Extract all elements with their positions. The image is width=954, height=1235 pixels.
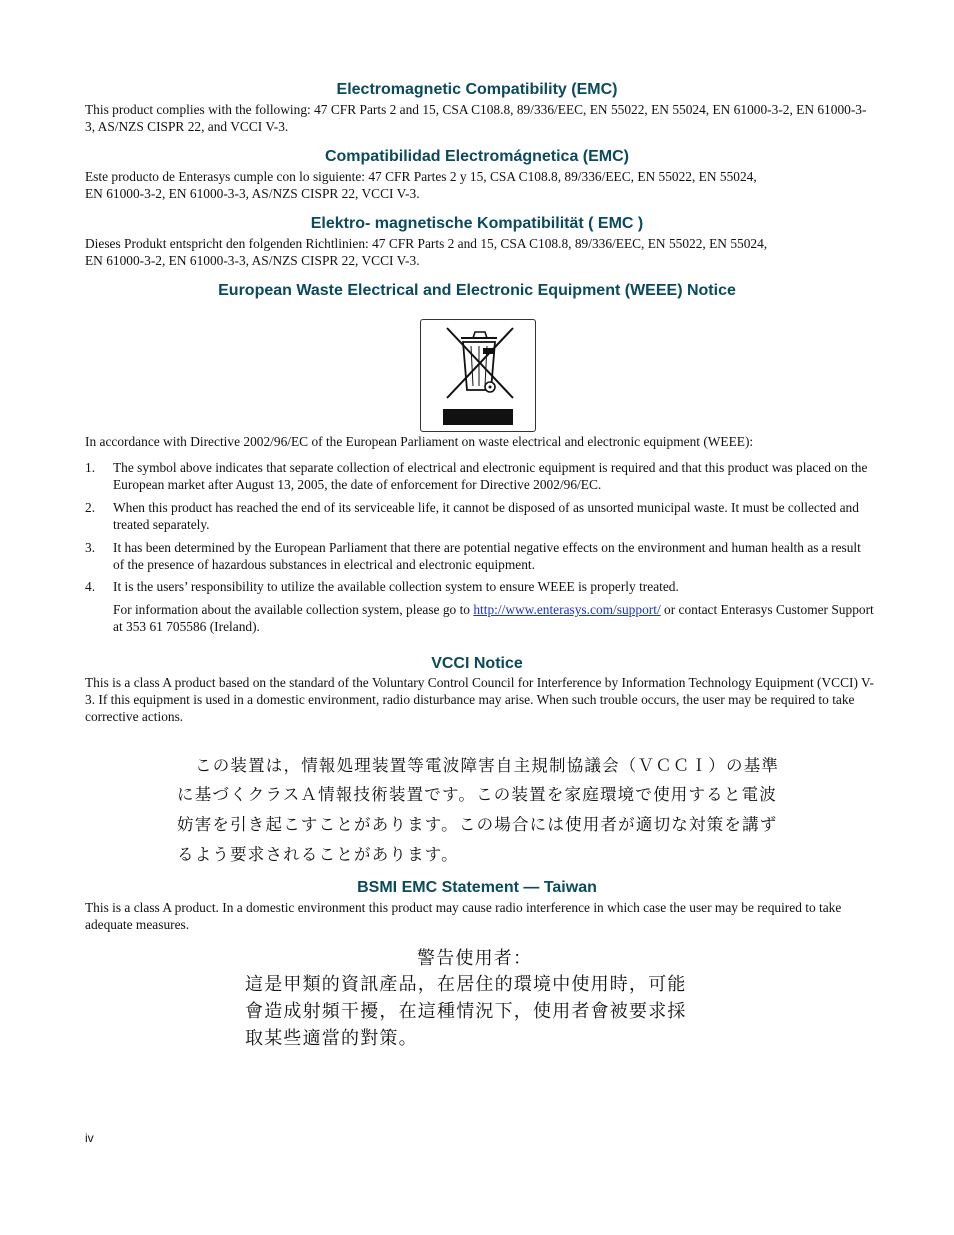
emc-de-line-2: EN 61000-3-2, EN 61000-3-3, AS/NZS CISPR 22, VCCI V-3. <box>85 253 420 268</box>
list-text: It has been determined by the European Parliament that there are potential negative effects on the environment and human health as a result of the presence of hazardous substances in electrical and electronic equipment. <box>113 540 861 572</box>
vcci-japanese-line-1: この装置は，情報処理装置等電波障害自主規制協議会（ＶＣＣＩ）の基準 <box>195 756 780 775</box>
vcci-japanese-line-3: 妨害を引き起こすことがあります。この場合には使用者が適切な対策を講ず <box>177 815 778 834</box>
list-number: 4. <box>85 579 96 594</box>
list-text: It is the users’ responsibility to utilize the available collection system to ensure WEEE is properly treated. <box>113 579 679 594</box>
info-text-after: or contact Enterasys Customer Support at 353 61 705586 (Ireland). <box>113 602 874 634</box>
support-link[interactable]: http://www.enterasys.com/support/ <box>473 602 661 617</box>
emc-es-heading: Compatibilidad Electromágnetica (EMC) <box>324 148 630 165</box>
vcci-paragraph: This is a class A product based on the standard of the Voluntary Control Council for Interference by Information Technology Equipment (VCCI) V-3. If this equipment is used in a domestic environment, radio disturbance may arise. When such trouble occurs, the user may be required to take corrective actions. <box>85 675 874 724</box>
emc-heading: Electromagnetic Compatibility (EMC) <box>336 81 618 98</box>
info-text-before: For information about the available collection system, please go to <box>113 602 474 617</box>
weee-intro: In accordance with Directive 2002/96/EC of the European Parliament on waste electrical and electronic equipment (WEEE): <box>85 434 754 449</box>
list-number: 3. <box>85 540 96 555</box>
emc-de-line-1: Dieses Produkt entspricht den folgenden Richtlinien: 47 CFR Parts 2 and 15, CSA C108.8, 89/336/EEC, EN 55022, EN 55024, <box>85 236 768 251</box>
vcci-japanese-line-4: るよう要求されることがあります。 <box>177 845 459 864</box>
weee-symbol <box>420 319 536 432</box>
bsmi-paragraph: This is a class A product. In a domestic environment this product may cause radio interference in which case the user may be required to take adequate measures. <box>85 900 842 932</box>
bsmi-chinese-line-1: 警告使用者： <box>417 948 533 969</box>
bsmi-heading: BSMI EMC Statement — Taiwan <box>357 879 597 896</box>
list-text: The symbol above indicates that separate collection of electrical and electronic equipment is required and that this product was placed on the European market after August 13, 2005, the date of enforcement for Directive 2002/96/EC. <box>113 460 868 492</box>
emc-es-line-2: EN 61000-3-2, EN 61000-3-3, AS/NZS CISPR 22, VCCI V-3. <box>85 186 420 201</box>
emc-es-line-1: Este producto de Enterasys cumple con lo siguiente: 47 CFR Partes 2 y 15, CSA C108.8, 89/336/EEC, EN 55022, EN 55024, <box>85 169 757 184</box>
list-text: When this product has reached the end of its serviceable life, it cannot be disposed of as unsorted municipal waste. It must be collected and treated separately. <box>113 500 859 532</box>
weee-info-paragraph <box>113 601 875 635</box>
bsmi-chinese-line-3: 會造成射頻干擾，在這種情況下，使用者會被要求採 <box>245 1001 687 1022</box>
page-number: iv <box>85 1131 94 1145</box>
vcci-japanese-line-2: に基づくクラスＡ情報技術装置です。この装置を家庭環境で使用すると電波 <box>177 785 777 804</box>
list-number: 1. <box>85 460 96 475</box>
emc-paragraph: This product complies with the following: 47 CFR Parts 2 and 15, CSA C108.8, 89/336/EEC, EN 55022, EN 55024, EN 61000-3-2, EN 61000-3-3, AS/NZS CISPR 22, and VCCI V-3. <box>85 102 867 134</box>
bsmi-chinese-line-2: 這是甲類的資訊產品，在居住的環境中使用時，可能 <box>245 974 687 995</box>
list-number: 2. <box>85 500 96 515</box>
crossed-out-wheelie-bin-icon <box>421 320 535 431</box>
vcci-heading: VCCI Notice <box>431 655 523 672</box>
weee-heading: European Waste Electrical and Electronic Equipment (WEEE) Notice <box>218 282 736 299</box>
bsmi-chinese-line-4: 取某些適當的對策。 <box>245 1028 418 1049</box>
emc-de-heading: Elektro- magnetische Kompatibilität ( EMC ) <box>310 215 644 232</box>
